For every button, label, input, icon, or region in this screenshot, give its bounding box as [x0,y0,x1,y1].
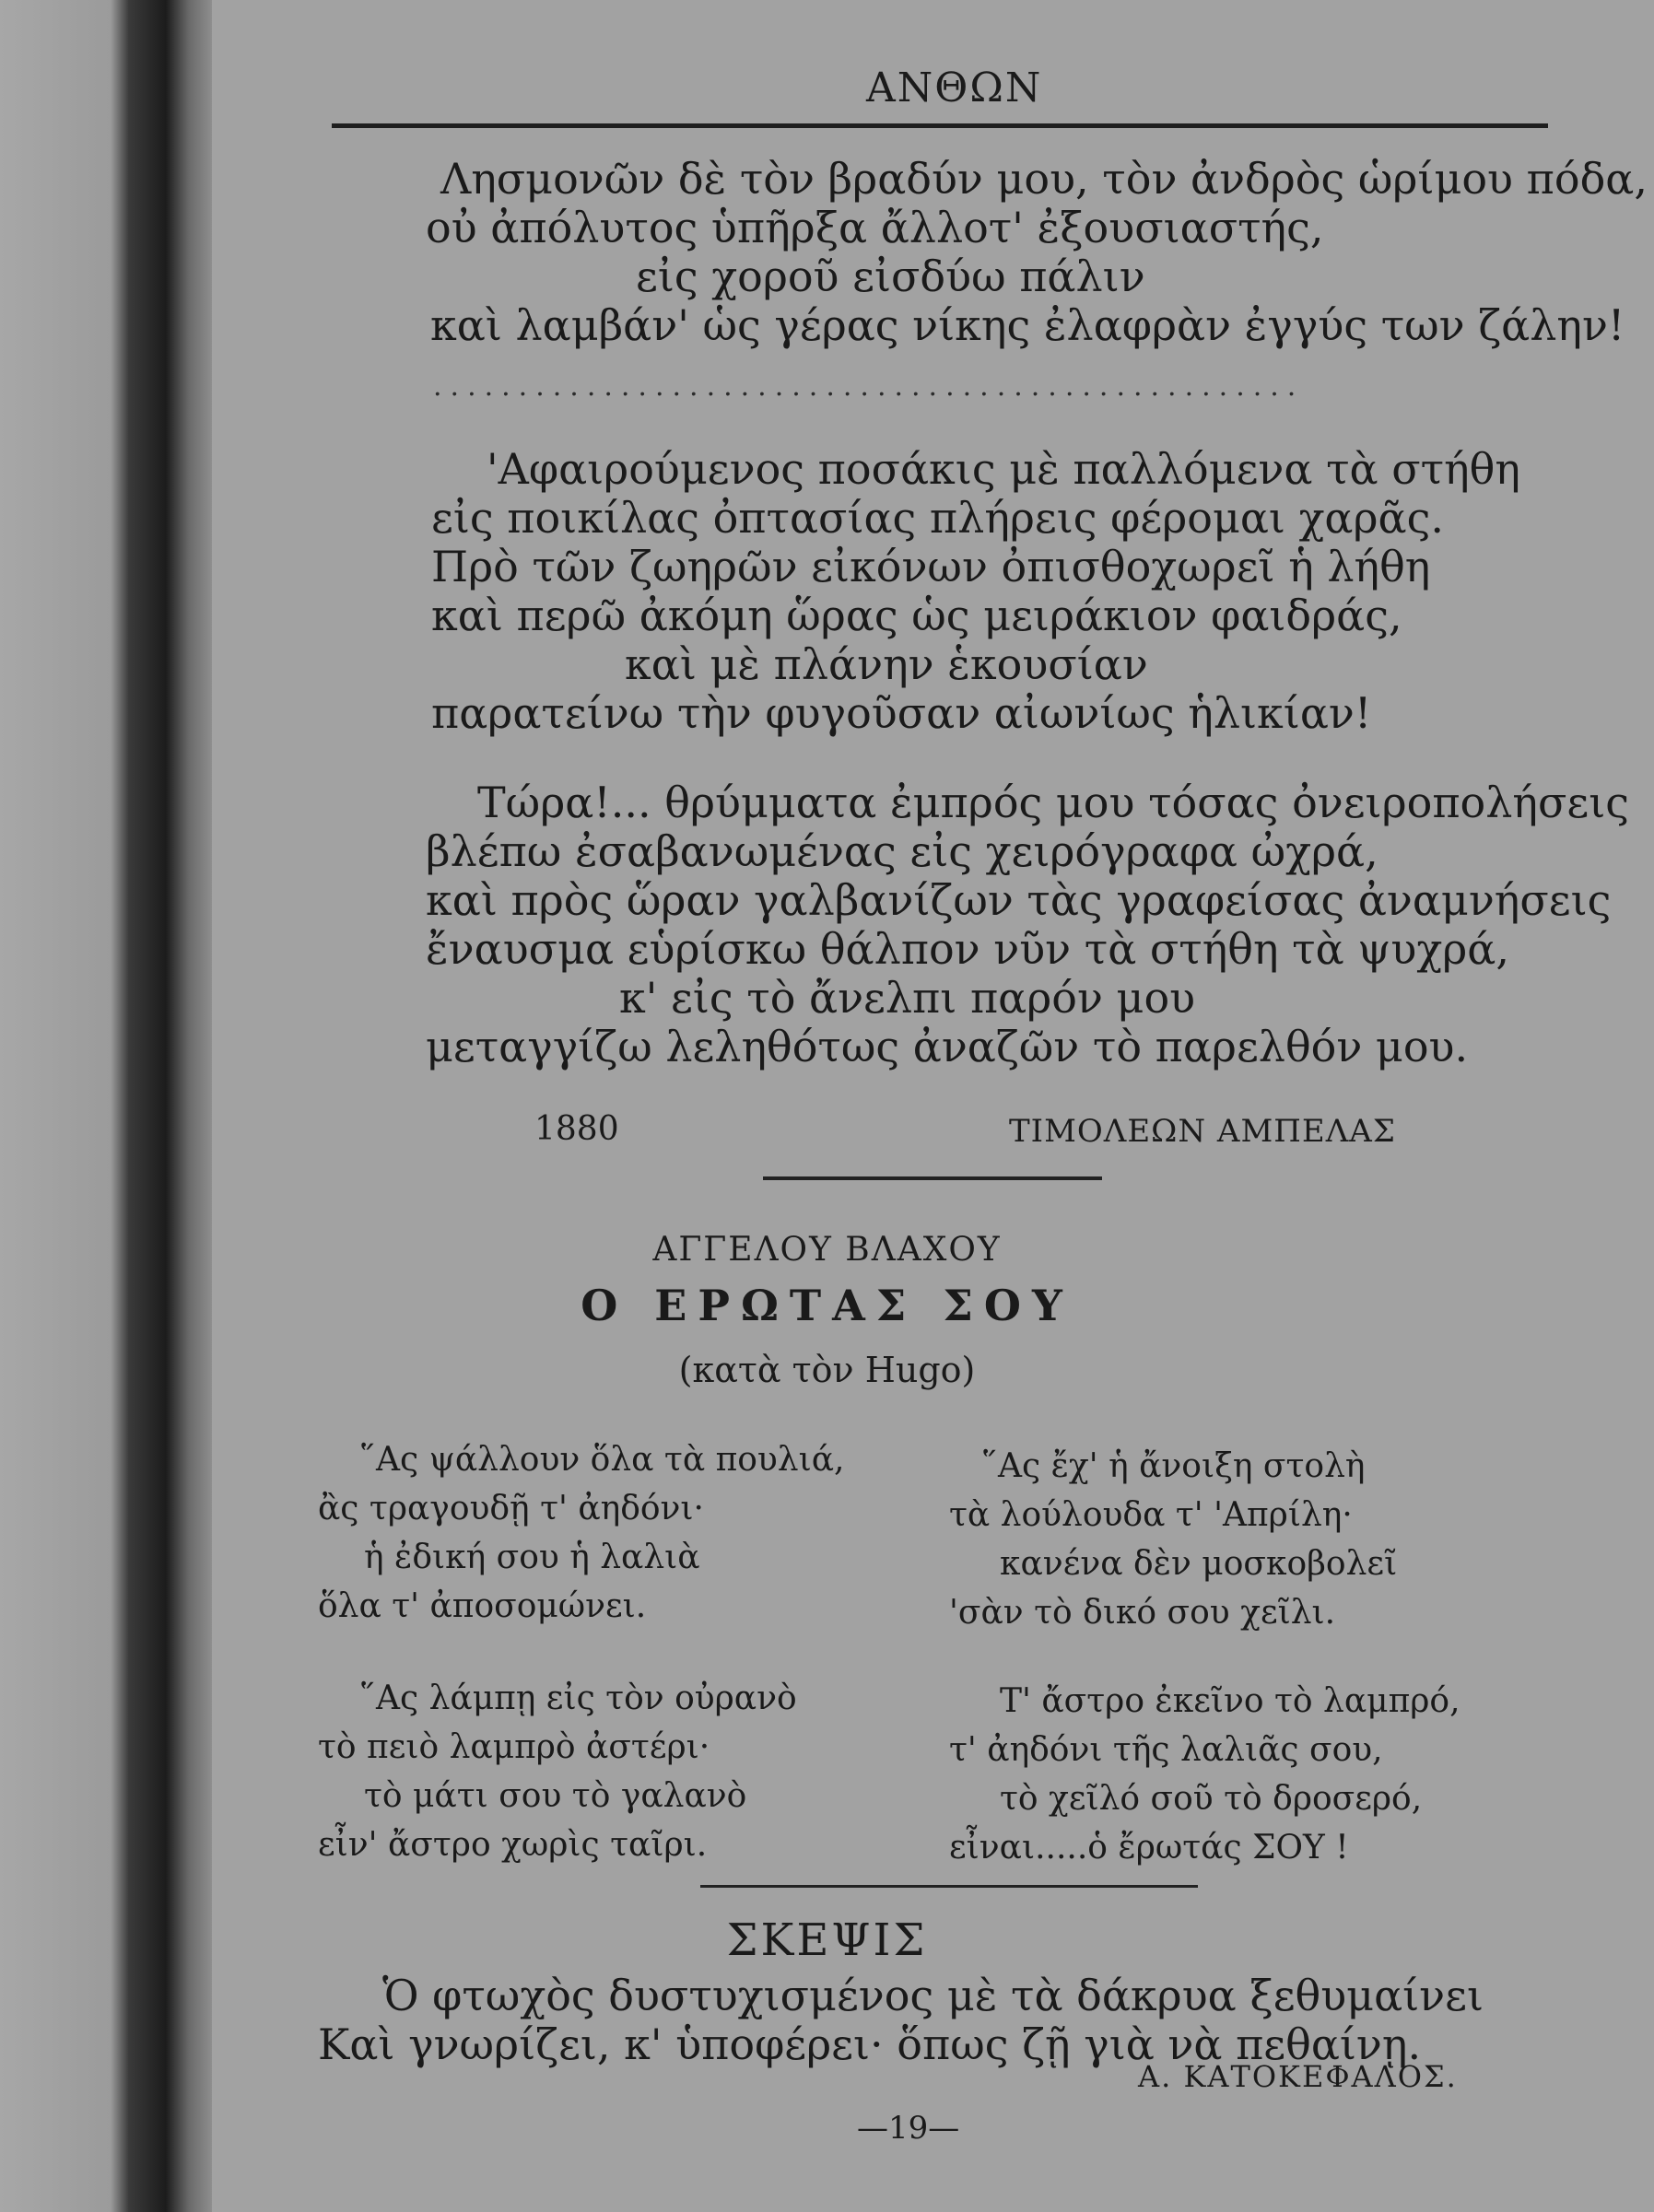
stanza-line: κανένα δὲν μοσκοβολεῖ [1000,1545,1398,1583]
poem-year: 1880 [534,1110,619,1148]
poem-line: μεταγγίζω λεληθότως ἀναζῶν τὸ παρελθόν μου. [426,1022,1469,1071]
poem-line: Τώρα!... θρύμματα ἐμπρός μου τόσας ὀνειροπολήσεις [477,778,1629,827]
page-number: —19— [857,2110,960,2147]
poem-line: καὶ λαμβάν' ὡς γέρας νίκης ἐλαφρὰν ἐγγύς των ζάλην! [430,300,1625,350]
poem-line: βλέπω ἐσαβανωμένας εἰς χειρόγραφα ὠχρά, [426,826,1378,876]
section-rule [763,1176,1102,1180]
poem-line: κ' εἰς τὸ ἄνελπι παρόν μου [619,973,1196,1023]
song-title: Ο ΕΡΩΤΑΣ ΣΟΥ [581,1281,1073,1330]
book-spine-shadow [0,0,212,2212]
skepsis-author: Α. ΚΑΤΟΚΕΦΑΛΟΣ. [1138,2059,1458,2094]
stanza-line: ῞Ας ἔχ' ἡ ἄνοιξη στολὴ [981,1447,1366,1485]
dotted-separator: ................................................... [433,370,1305,403]
stanza-line: τὸ χεῖλό σοῦ τὸ δροσερό, [1000,1780,1423,1818]
stanza-line: τὸ πειὸ λαμπρὸ ἀστέρι· [318,1728,710,1766]
poet-name: ΑΓΓΕΛΟΥ ΒΛΑΧΟΥ [652,1231,1002,1269]
poem-line: καὶ περῶ ἀκόμη ὥρας ὡς μειράκιον φαιδράς, [431,591,1402,640]
stanza-line: ὅλα τ' ἀποσομώνει. [318,1587,647,1625]
header-rule [332,123,1548,128]
poem-line: Λησμονῶν δὲ τὸν βραδύν μου, τὸν ἀνδρὸς ὡρίμου πόδα, [440,154,1648,204]
poem-line: καὶ μὲ πλάνην ἑκουσίαν [625,639,1148,689]
poem-line: καὶ πρὸς ὥραν γαλβανίζων τὰς γραφείσας ἀναμνήσεις [426,875,1612,925]
section-rule [700,1885,1198,1888]
poem-line: Πρὸ τῶν ζωηρῶν εἰκόνων ὀπισθοχωρεῖ ἡ λήθη [431,542,1431,591]
running-header: ΑΝΘΩΝ [866,64,1043,111]
poem-line: εἰς ποικίλας ὀπτασίας πλήρεις φέρομαι χαρᾶς. [431,493,1444,543]
stanza-line: ῞Ας ψάλλουν ὅλα τὰ πουλιά, [359,1441,845,1479]
skepsis-title: ΣΚΕΨΙΣ [726,1914,928,1966]
stanza-line: 'σὰν τὸ δικό σου χεῖλι. [949,1594,1336,1632]
poem-line: οὐ ἀπόλυτος ὑπῆρξα ἄλλοτ' ἐξουσιαστής, [426,203,1324,252]
stanza-line: εἶν' ἄστρο χωρὶς ταῖρι. [318,1826,708,1864]
poem-line: παρατείνω τὴν φυγοῦσαν αἰωνίως ἡλικίαν! [431,688,1372,738]
stanza-line: ῞Ας λάμπῃ εἰς τὸν οὐρανὸ [359,1679,797,1717]
stanza-line: Τ' ἄστρο ἐκεῖνο τὸ λαμπρό, [1000,1682,1460,1720]
stanza-line: εἶναι.....ὁ ἔρωτάς ΣΟΥ ! [949,1829,1349,1867]
poem-author: ΤΙΜΟΛΕΩΝ ΑΜΠΕΛΑΣ [1009,1113,1396,1150]
song-subtitle: (κατὰ τὸν Hugo) [678,1350,976,1390]
stanza-line: τὰ λούλουδα τ' 'Απρίλη· [949,1496,1353,1534]
poem-line: ἔναυσμα εὑρίσκω θάλπον νῦν τὰ στήθη τὰ ψυχρά, [426,924,1509,974]
poem-line: εἰς χοροῦ εἰσδύω πάλιν [636,252,1145,301]
stanza-line: ἡ ἐδική σου ἡ λαλιὰ [364,1539,700,1576]
skepsis-line: Καὶ γνωρίζει, κ' ὑποφέρει· ὅπως ζῇ γιὰ νὰ πεθαίνῃ. [318,2019,1422,2069]
stanza-line: τ' ἀηδόνι τῆς λαλιᾶς σου, [949,1731,1383,1769]
poem-line: 'Αφαιρούμενος ποσάκις μὲ παλλόμενα τὰ στήθη [487,444,1520,494]
skepsis-line: Ὁ φτωχὸς δυστυχισμένος μὲ τὰ δάκρυα ξεθυμαίνει [382,1971,1484,2020]
stanza-line: τὸ μάτι σου τὸ γαλανὸ [364,1777,747,1815]
stanza-line: ἂς τραγουδῇ τ' ἀηδόνι· [318,1490,704,1527]
